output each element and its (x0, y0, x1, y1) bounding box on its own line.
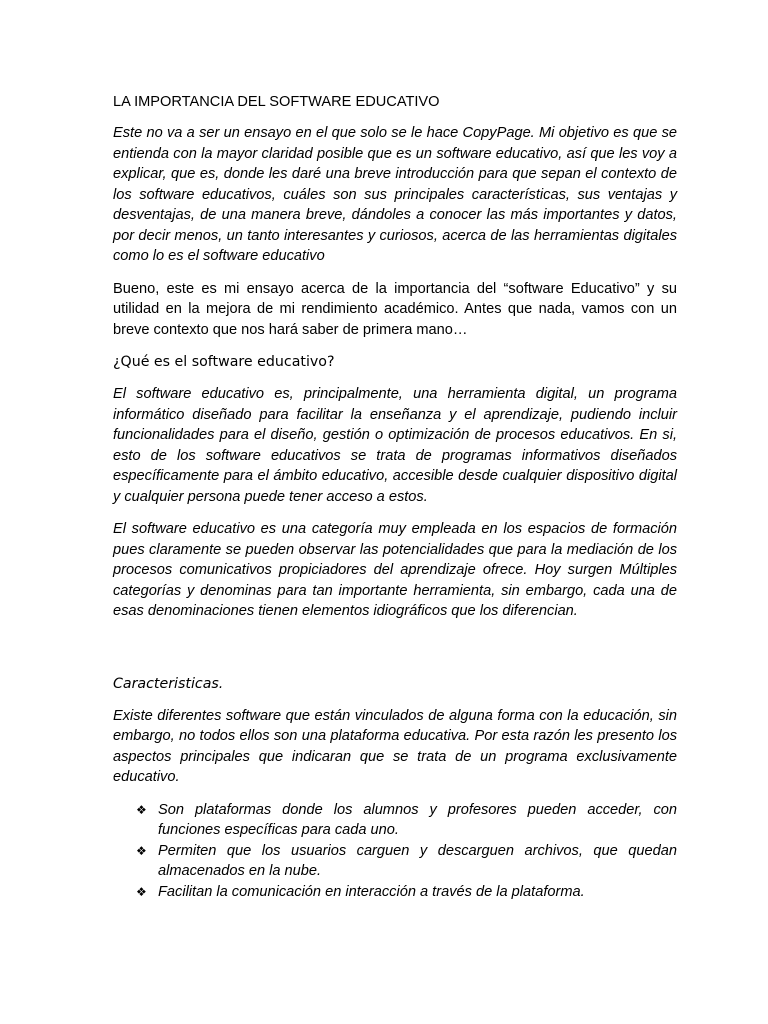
intro-paragraph-1: Este no va a ser un ensayo en el que solo se le hace CopyPage. Mi objetivo es que se entienda con la mayor claridad posible que es un software educativo, así que les voy a explicar, que es, donde les daré una breve introducción para que sepan el contexto de los software educativos, cuáles son sus principales características, sus ventajas y desventajas, de una manera breve, dándoles a conocer las más importantes y datos, por decir menos, un tanto interesantes y curiosos, acerca de las herramientas digitales como lo es el software educativo (113, 125, 677, 264)
bullet-text: Facilitan la comunicación en interacción a través de la plataforma. (158, 883, 585, 900)
document-title: LA IMPORTANCIA DEL SOFTWARE EDUCATIVO (113, 94, 440, 110)
intro-paragraph-2: Bueno, este es mi ensayo acerca de la importancia del “software Educativo” y su utilidad en la mejora de mi rendimiento académico. Antes que nada, vamos con un breve contexto que nos hará saber de primera mano… (113, 280, 677, 338)
bullet-text: Permiten que los usuarios carguen y descarguen archivos, que quedan almacenados en la nube. (158, 842, 677, 879)
definition-paragraph-2: El software educativo es una categoría muy empleada en los espacios de formación pues claramente se pueden observar las potencialidades que para la mediación de los procesos comunicativos propiciadores del aprendizaje ofrece. Hoy surgen Múltiples categorías y denominas para tan importante herramienta, sin embargo, cada una de esas denominaciones tienen elementos idiográficos que los diferencian. (113, 521, 677, 619)
diamond-star-icon: ❖ (136, 802, 147, 817)
section-heading-what: ¿Qué es el software educativo? (113, 354, 335, 370)
list-item (113, 882, 677, 903)
features-paragraph: Existe diferentes software que están vinculados de alguna forma con la educación, sin embargo, no todos ellos son una plataforma educativa. Por esta razón les presento los aspectos principales que indicaran que se trata de un programa exclusivamente educativo. (113, 707, 677, 785)
list-item (113, 841, 677, 882)
section-spacer (113, 634, 677, 674)
list-item (113, 800, 677, 841)
features-bullet-list (113, 800, 677, 903)
diamond-star-icon: ❖ (136, 884, 147, 899)
section-heading-features: Caracteristicas. (113, 675, 224, 692)
bullet-text: Son plataformas donde los alumnos y profesores pueden acceder, con funciones específicas para cada uno. (158, 801, 677, 838)
document-page (113, 92, 677, 902)
definition-paragraph-1: El software educativo es, principalmente, una herramienta digital, un programa informático diseñado para facilitar la enseñanza y el aprendizaje, pudiendo incluir funcionalidades para el diseño, gestión o optimización de procesos educativos. En si, esto de los software educativos se trata de programas informativos diseñados específicamente para el ámbito educativo, accesible desde cualquier dispositivo digital y cualquier persona puede tener acceso a estos. (113, 386, 677, 505)
diamond-star-icon: ❖ (136, 843, 147, 858)
